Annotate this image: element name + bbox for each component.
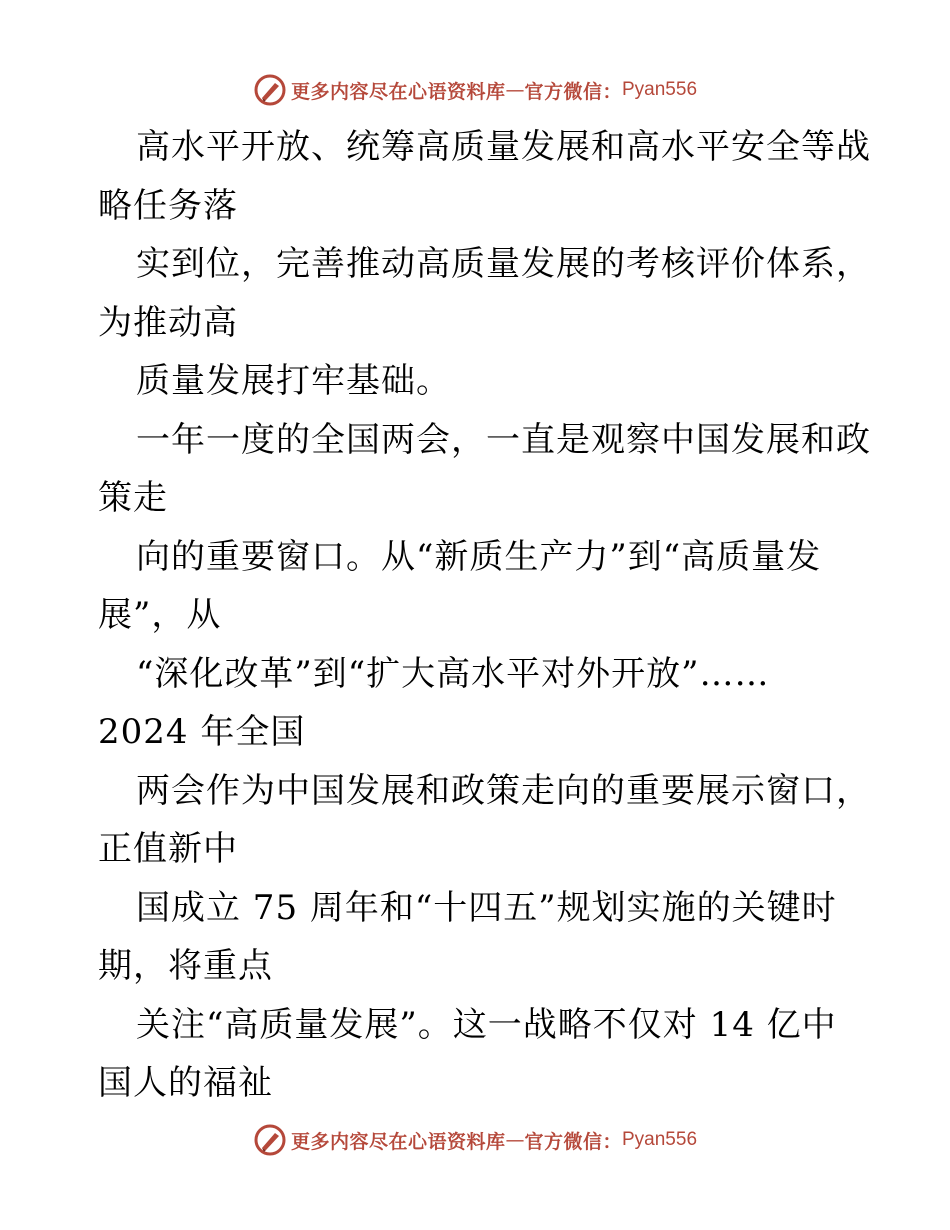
body-line: 两会作为中国发展和政策走向的重要展示窗口， bbox=[136, 770, 871, 811]
body-line: 正值新中 bbox=[98, 829, 238, 869]
pen-logo-icon bbox=[253, 1123, 287, 1157]
body-line: 向的重要窗口。从“新质生产力”到“高质量发 bbox=[136, 536, 822, 577]
banner-label: 官方微信： bbox=[524, 80, 622, 103]
body-line: 为推动高 bbox=[98, 302, 238, 343]
body-line: 实到位，完善推动高质量发展的考核评价体系， bbox=[136, 244, 871, 284]
body-line: 展”，从 bbox=[98, 595, 222, 635]
banner-label: 官方微信： bbox=[524, 1130, 622, 1153]
body-line: 国成立 75 周年和“十四五”规划实施的关键时 bbox=[136, 887, 837, 928]
header-watermark-banner bbox=[0, 70, 950, 110]
banner-text: 更多内容尽在心语资料库 bbox=[290, 1130, 506, 1153]
body-line: 质量发展打牢基础。 bbox=[136, 361, 451, 401]
document-body bbox=[98, 118, 871, 1113]
banner-separator: — bbox=[505, 1129, 525, 1151]
body-line: 关注“高质量发展”。这一战略不仅对 14 亿中 bbox=[136, 1004, 837, 1045]
banner-wechat-id: Pyan556 bbox=[622, 79, 698, 100]
body-line: “深化改革”到“扩大高水平对外开放”…… bbox=[136, 653, 770, 694]
body-line: 高水平开放、统筹高质量发展和高水平安全等战 bbox=[136, 127, 871, 167]
body-line: 策走 bbox=[98, 478, 168, 518]
pen-logo-icon bbox=[253, 73, 287, 107]
body-line: 略任务落 bbox=[98, 185, 238, 226]
banner-separator: — bbox=[505, 79, 525, 101]
body-line: 期，将重点 bbox=[98, 946, 273, 986]
footer-watermark-banner bbox=[0, 1120, 950, 1160]
body-line: 国人的福祉 bbox=[98, 1063, 273, 1103]
body-line: 一年一度的全国两会，一直是观察中国发展和政 bbox=[136, 419, 871, 460]
body-line: 2024 年全国 bbox=[98, 712, 306, 752]
banner-text: 更多内容尽在心语资料库 bbox=[290, 80, 506, 103]
banner-wechat-id: Pyan556 bbox=[622, 1129, 698, 1150]
